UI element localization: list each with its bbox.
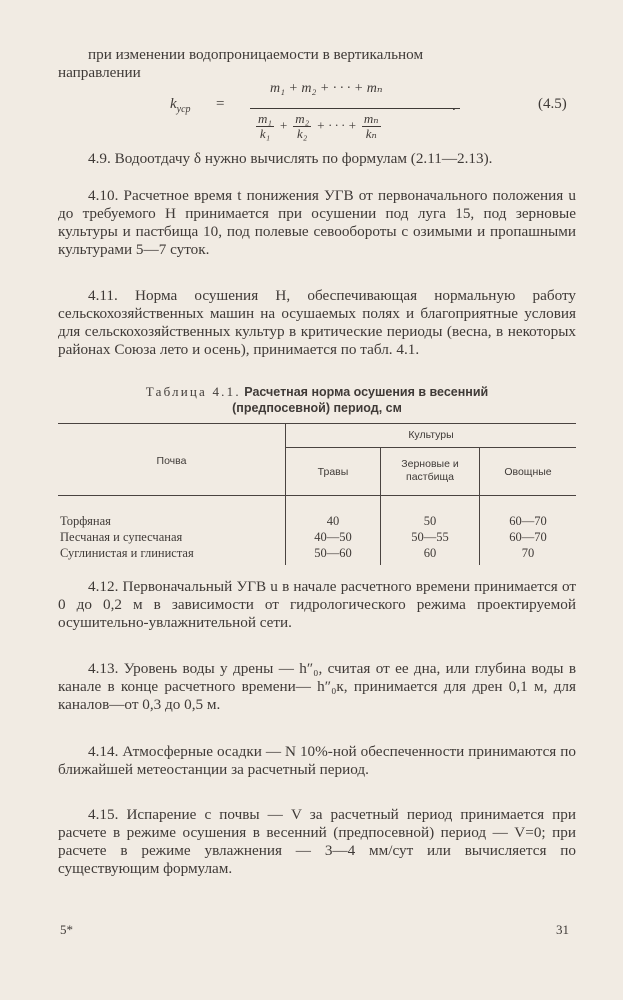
cell-loam-grass: 50—60 (314, 546, 352, 560)
cell-sand-grass: 40—50 (314, 530, 352, 544)
intro-line-1: при изменении водопроницаемости в вертикальном (88, 46, 424, 63)
row-label-sand: Песчаная и супесчаная (60, 530, 183, 544)
formula-denominator: $\frac{\text{m₁}}{\text{k₁}}$ + $\frac{\text{m₂}}{\text{k₂}}$ + · · · + $\frac{\text{mₙ}}{\text{kₙ}}$ (258, 111, 379, 141)
paragraph-4-9: 4.9. Водоотдачу δ нужно вычислять по формулам (2.11—2.13). (88, 150, 493, 167)
table-4-1 (58, 420, 576, 570)
intro-text (58, 46, 576, 82)
formula-4-5 (170, 78, 590, 148)
header-vegetables: Овощные (504, 466, 552, 478)
den-fraction-3: $\frac{\text{mₙ}}{\text{kₙ}}$ (363, 111, 379, 141)
formula-number: (4.5) (538, 96, 567, 112)
formula-dot: . (452, 98, 456, 114)
paragraph-4-12: 4.12. Первоначальный УГВ u в начале расчетного времени принимается от 0 до 0,2 м в зависимости от гидрологического режима проектируемой осушительно-увлажнительной сети. (58, 578, 576, 631)
table-title-line-2: (предпосевной) период, см (232, 401, 402, 415)
den-fraction-2: $\frac{\text{m₂}}{\text{k₂}}$ (295, 111, 310, 141)
table-label: Таблица 4.1. (145, 384, 241, 399)
row-label-peat: Торфяная (60, 514, 111, 528)
cell-loam-grain: 60 (423, 546, 437, 560)
table-crops-rule (286, 447, 576, 448)
cell-peat-veg: 60—70 (509, 514, 547, 528)
table-header-rule (58, 495, 576, 496)
header-crops: Культуры (408, 429, 454, 441)
header-grass: Травы (317, 466, 349, 478)
paragraph-4-13: 4.13. Уровень воды у дрены — h″₀, считая от ее дна, или глубина воды в канале в конце расчетного времени— h″₀к, принимается для дрен 0,1 м, для каналов—от 0,3 до 0,5 м. (58, 660, 576, 713)
formula-numerator: m₁ + m₂ + · · · + mₙ (270, 81, 383, 96)
header-grain-pasture: Зерновые и пастбища (401, 458, 459, 483)
table-top-rule (58, 423, 576, 424)
footer-signature-mark: 5* (60, 922, 73, 937)
formula-fraction-bar (250, 108, 460, 109)
formula-equals: = (216, 96, 225, 112)
cell-peat-grass: 40 (326, 514, 340, 528)
paragraph-4-11: 4.11. Норма осушения H, обеспечивающая нормальную работу сельскохозяйственных машин на осушаемых полях и благоприятные условия для сельскохозяйственных культур в критические периоды (весна, в некоторых районах Союза лето и осень), принимается по табл. 4.1. (58, 287, 576, 358)
formula-lhs: $k_{уср}$ (170, 96, 191, 115)
table-caption (58, 384, 576, 416)
header-soil: Почва (156, 455, 187, 467)
paragraph-4-14: 4.14. Атмосферные осадки — N 10%-ной обеспеченности принимаются по ближайшей метеостанции за расчетный период. (58, 743, 576, 778)
cell-sand-veg: 60—70 (509, 530, 547, 544)
cell-loam-veg: 70 (521, 546, 535, 560)
page-number: 31 (556, 922, 569, 937)
den-fraction-1: $\frac{\text{m₁}}{\text{k₁}}$ (258, 111, 272, 141)
row-label-loam: Суглинистая и глинистая (60, 546, 194, 560)
cell-peat-grain: 50 (423, 514, 437, 528)
paragraph-4-10: 4.10. Расчетное время t понижения УГВ от первоначального положения u до требуемого H принимается при осушении под луга 15, под зерновые культуры и пастбища 10, под полевые севообороты с озимыми и пропашными культурами 5—7 суток. (58, 187, 576, 258)
table-title-line-1: Расчетная норма осушения в весенний (244, 385, 489, 399)
intro-line-2: направлении (58, 64, 141, 81)
paragraph-4-15: 4.15. Испарение с почвы — V за расчетный период принимается при расчете в режиме осушения в весенний (предпосевной) период — V=0; при расчете в режиме увлажнения — 3—4 мм/сут или вычисляется по существующим формулам. (58, 806, 576, 877)
cell-sand-grain: 50—55 (411, 530, 449, 544)
